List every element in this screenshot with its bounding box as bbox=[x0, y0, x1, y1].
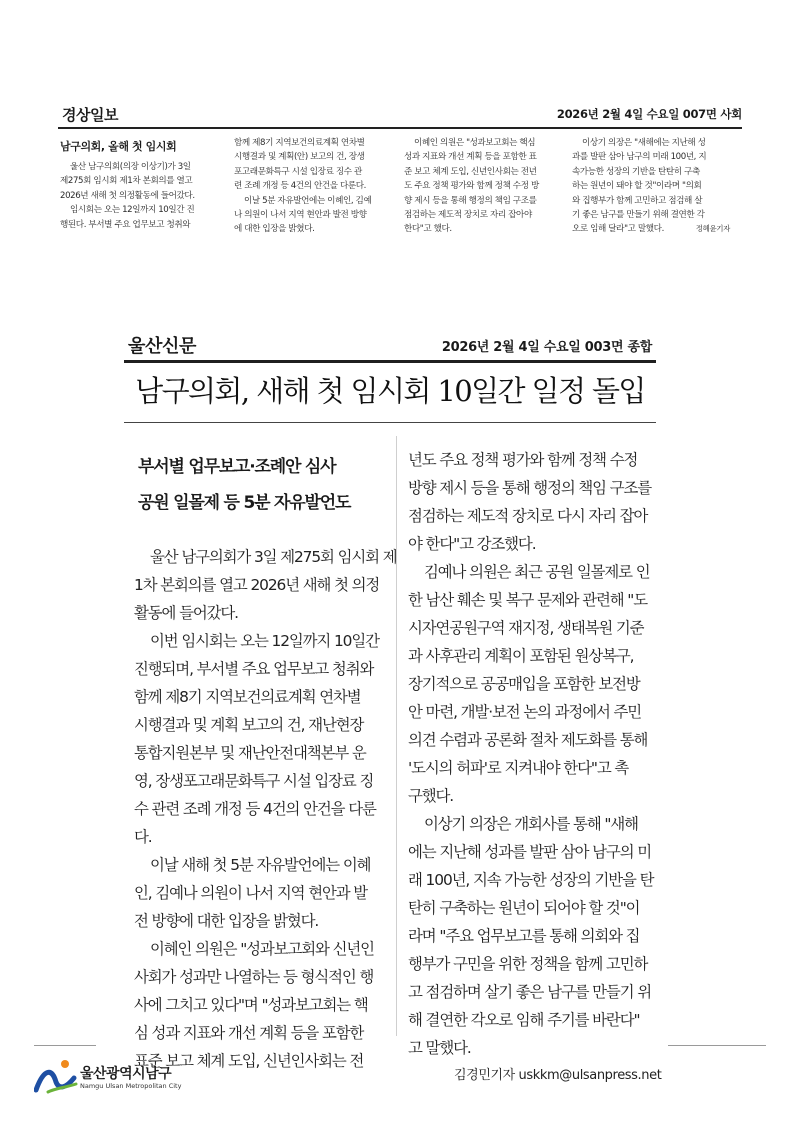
body-line: 점검하는 제도적 장치로 다시 자리 잡아 bbox=[408, 507, 648, 525]
clip1-column-2 bbox=[234, 136, 392, 237]
clip1-paragraph: 함께 제8기 지역보건의료계획 연차별 시행결과 및 계획(안) 보고의 건, 장생 포고래문화특구 시설 입장료 징수 관 련 조례 개정 등 4건의 안건을 다룬다. bbox=[234, 138, 367, 192]
body-line: 이번 임시회는 오는 12일까지 10일간 bbox=[150, 632, 379, 650]
body-line: 장기적으로 공공매입을 포함한 보전방 bbox=[408, 675, 640, 693]
clip1-paragraph: 이혜인 의원은 "성과보고회는 핵심 성과 지표와 개선 계획 등을 포함한 표 준 보고 체계 도입, 신년인사회는 전년 도 주요 정책 평가와 함께 정책 수정 방 향 제시 등을 통해 행정의 책임 구조를 점검하는 제도적 장치로 자리 잡아야 한다"고 했다. bbox=[404, 138, 539, 235]
body-line: 심 성과 지표와 개선 계획 등을 포함한 bbox=[134, 1024, 364, 1042]
body-line: 시자연공원구역 재지정, 생태복원 기준 bbox=[408, 619, 644, 637]
body-line: 이날 새해 첫 5분 자유발언에는 이혜 bbox=[150, 856, 371, 874]
body-line: 고 말했다. bbox=[408, 1039, 471, 1057]
body-line: 활동에 들어갔다. bbox=[134, 604, 238, 622]
clip1-paragraph: 임시회는 오는 12일까지 10일간 진 행된다. 부서별 주요 업무보고 청취와 bbox=[60, 205, 195, 230]
clip1-byline: 정혜윤기자 bbox=[695, 224, 730, 234]
clip1-newspaper-name: 경상일보 bbox=[62, 106, 118, 124]
body-line: 진행되며, 부서별 주요 업무보고 청취와 bbox=[134, 660, 374, 678]
body-line: 인, 김예나 의원이 나서 지역 현안과 발 bbox=[134, 884, 368, 902]
body-line: 탄히 구축하는 원년이 되어야 할 것"이 bbox=[408, 899, 640, 917]
clip1-column-4 bbox=[572, 136, 730, 237]
clip1-headline: 남구의회, 올해 첫 임시회 bbox=[60, 140, 177, 153]
clip2-newspaper-name: 울산신문 bbox=[128, 336, 196, 357]
clip1-column-3 bbox=[404, 136, 562, 237]
body-line: 수 관련 조례 개정 등 4건의 안건을 다룬 bbox=[134, 800, 376, 818]
body-line: 시행결과 및 계획 보고의 건, 재난현장 bbox=[134, 716, 364, 734]
namgu-logo-icon bbox=[34, 1058, 78, 1094]
footer-rule-right bbox=[668, 1045, 766, 1046]
body-line: 방향 제시 등을 통해 행정의 책임 구조를 bbox=[408, 479, 652, 497]
clip2-title-rule bbox=[124, 422, 656, 423]
clip2-article-title: 남구의회, 새해 첫 임시회 10일간 일정 돌입 bbox=[135, 374, 645, 408]
body-line: 이혜인 의원은 "성과보고회와 신년인 bbox=[150, 940, 374, 958]
body-line: 안 마련, 개발·보전 논의 과정에서 주민 bbox=[408, 703, 642, 721]
clip1-header-rule bbox=[58, 127, 742, 129]
logo-dot bbox=[61, 1060, 69, 1068]
body-line: 에는 지난해 성과를 발판 삼아 남구의 미 bbox=[408, 843, 652, 861]
clip1-paragraph: 이상기 의장은 "새해에는 지난해 성 과를 발판 삼아 남구의 미래 100년, 지 속가능한 성장의 기반을 탄탄히 구축 하는 원년이 돼야 할 것"이라며 "의회 와 집행부가 함께 고민하고 점검해 살 기 좋은 남구를 만들기 위해 결연한 각 오로 임해 달라"고 말했다. 정혜윤기자 bbox=[572, 136, 730, 237]
body-line: 이상기 의장은 개회사를 통해 "새해 bbox=[424, 815, 638, 833]
body-line: 라며 "주요 업무보고를 통해 의회와 집 bbox=[408, 927, 640, 945]
body-line: 김예나 의원은 최근 공원 일몰제로 인 bbox=[424, 563, 650, 581]
clip2-subheading: 공원 일몰제 등 5분 자유발언도 bbox=[138, 493, 351, 513]
body-line: 전 방향에 대한 입장을 밝혔다. bbox=[134, 912, 319, 930]
clip2-byline: 김경민기자 uskkm@ulsanpress.net bbox=[454, 1068, 662, 1083]
body-line: 고 점검하며 살기 좋은 남구를 만들기 위 bbox=[408, 983, 652, 1001]
body-line: 행부가 구민을 위한 정책을 함께 고민하 bbox=[408, 955, 648, 973]
clip1-paragraph: 이날 5분 자유발언에는 이혜인, 김예 나 의원이 나서 지역 현안과 발전 방향 에 대한 입장을 밝혔다. bbox=[234, 195, 372, 235]
body-line: 표준 보고 체계 도입, 신년인사회는 전 bbox=[134, 1052, 364, 1070]
clip1-dateline: 2026년 2월 4일 수요일 007면 사회 bbox=[556, 107, 742, 121]
footer-rule-left bbox=[34, 1045, 96, 1046]
clip1-paragraph: 울산 남구의회(의장 이상기)가 3일 제275회 임시회 제1차 본회의를 열고 2026년 새해 첫 의정활동에 들어갔다. bbox=[60, 162, 195, 201]
clip1-column-1 bbox=[60, 160, 218, 232]
body-line: 과 사후관리 계획이 포함된 원상복구, bbox=[408, 647, 634, 665]
footer-org-name-english: Namgu Ulsan Metropolitan City bbox=[80, 1082, 182, 1090]
body-line: 구했다. bbox=[408, 787, 454, 805]
body-line: 통합지원본부 및 재난안전대책본부 운 bbox=[134, 744, 366, 762]
body-line: 야 한다"고 강조했다. bbox=[408, 535, 536, 553]
body-line: 한 남산 훼손 및 복구 문제와 관련해 "도 bbox=[408, 591, 648, 609]
body-line: '도시의 허파'로 지켜내야 한다"고 촉 bbox=[408, 759, 629, 777]
clip2-body-column-right bbox=[408, 446, 662, 1090]
clip2-dateline: 2026년 2월 4일 수요일 003면 종합 bbox=[441, 340, 652, 355]
body-line: 의견 수렴과 공론화 절차 제도화를 통해 bbox=[408, 731, 648, 749]
body-line: 영, 장생포고래문화특구 시설 입장료 징 bbox=[134, 772, 374, 790]
body-line: 다. bbox=[134, 828, 152, 846]
clip2-body-column-left bbox=[134, 543, 397, 1075]
body-line: 사회가 성과만 나열하는 등 형식적인 행 bbox=[134, 968, 374, 986]
body-line: 함께 제8기 지역보건의료계획 연차별 bbox=[134, 688, 361, 706]
clip2-column-divider bbox=[396, 436, 397, 1036]
body-line: 년도 주요 정책 평가와 함께 정책 수정 bbox=[408, 451, 638, 469]
footer-org-name: 울산광역시남구 bbox=[80, 1066, 172, 1082]
body-line: 사에 그치고 있다"며 "성과보고회는 핵 bbox=[134, 996, 368, 1014]
body-line: 1차 본회의를 열고 2026년 새해 첫 의정 bbox=[134, 576, 380, 594]
clip2-subheading: 부서별 업무보고·조례안 심사 bbox=[138, 457, 336, 477]
clip2-header-rule bbox=[124, 360, 656, 363]
body-line: 해 결연한 각오로 임해 주기를 바란다" bbox=[408, 1011, 640, 1029]
body-line: 울산 남구의회가 3일 제275회 임시회 제 bbox=[150, 548, 397, 566]
body-line: 래 100년, 지속 가능한 성장의 기반을 탄 bbox=[408, 871, 654, 889]
